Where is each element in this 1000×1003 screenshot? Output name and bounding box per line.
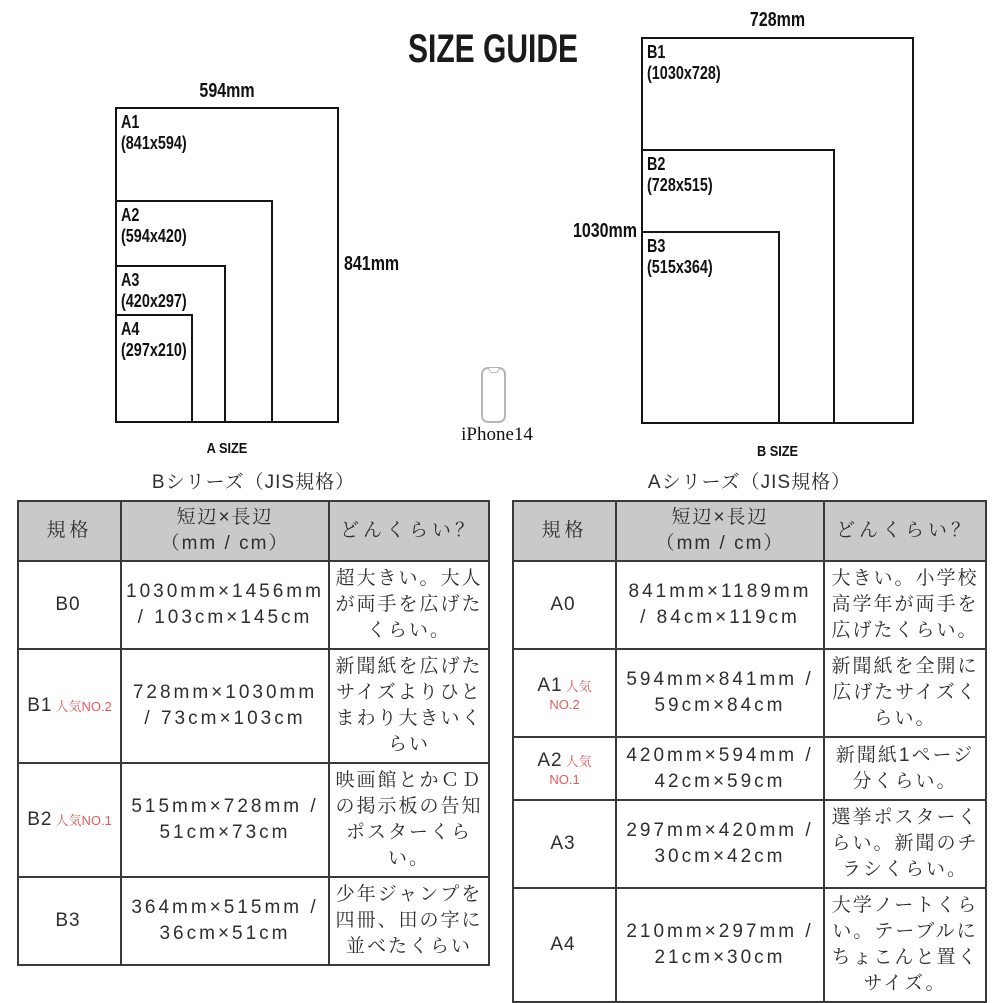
a-header-size-line2: （mm / cm） — [655, 533, 785, 554]
b3-paper-rect — [641, 231, 780, 424]
b1-badge: 人気NO.2 — [55, 699, 112, 714]
table-row-b0 — [18, 561, 489, 649]
b2-paper-label — [643, 151, 795, 196]
a2-code-cell — [513, 737, 616, 800]
b0-code: B0 — [55, 594, 81, 615]
b-header-spec: 規格 — [18, 501, 121, 561]
a3-size-cell — [616, 800, 824, 888]
a-header-size-line1: 短辺×長辺 — [671, 507, 769, 528]
a0-size-cell — [616, 561, 824, 649]
b-header-howbig: どんくらい？ — [329, 501, 489, 561]
b1-code: B1 — [27, 695, 53, 716]
a0-desc-cell: 大きい。小学校高学年が両手を広げたくらい。 — [824, 561, 986, 649]
b1-dims: (1030x728) — [647, 63, 721, 83]
b-size-caption: B SIZE — [756, 443, 799, 460]
table-row-a4 — [513, 888, 986, 1002]
a1-badge2: NO.2 — [549, 696, 580, 712]
a4-paper-rect — [115, 314, 193, 423]
b3-size-line2: 36cm×51cm — [159, 923, 291, 944]
iphone-icon — [481, 367, 506, 423]
a-series-table — [512, 500, 987, 1003]
b-header-size-line1: 短辺×長辺 — [176, 507, 274, 528]
a2-size-line2: 42cm×59cm — [654, 770, 786, 792]
b3-name: B3 — [647, 236, 666, 256]
a3-dims: (420x297) — [121, 291, 187, 311]
b3-code: B3 — [55, 910, 81, 931]
a2-dims: (594x420) — [121, 226, 187, 246]
b2-size-line1: 515mm×728mm / — [131, 796, 319, 817]
b-header-size-line2: （mm / cm） — [160, 533, 290, 554]
a4-size-cell — [616, 888, 824, 1002]
a4-size-line1: 210mm×297mm / — [626, 921, 814, 942]
a1-size-line1: 594mm×841mm / — [626, 669, 814, 690]
table-row-b2 — [18, 763, 489, 877]
a1-desc-cell: 新聞紙を全開に広げたサイズくらい。 — [824, 649, 986, 737]
a-table-header-row — [513, 501, 986, 561]
a-table-title: Aシリーズ（JIS規格） — [647, 472, 852, 493]
a3-desc-cell: 選挙ポスターくらい。新聞のチラシくらい。 — [824, 800, 986, 888]
b3-size-line1: 364mm×515mm / — [131, 897, 319, 918]
a0-size-line1: 841mm×1189mm — [628, 581, 812, 602]
table-row-a3 — [513, 800, 986, 888]
b-header-size — [121, 501, 329, 561]
a1-paper-label — [117, 109, 293, 154]
table-row-a0 — [513, 561, 986, 649]
a-diagram-width-label: 594mm — [199, 80, 255, 102]
b1-name: B1 — [647, 42, 666, 62]
a-header-howbig: どんくらい？ — [824, 501, 986, 561]
b3-desc-cell: 少年ジャンプを四冊、田の字に並べたくらい — [329, 877, 489, 965]
b0-size-line2: / 103cm×145cm — [137, 607, 313, 628]
a4-paper-label — [117, 316, 187, 361]
b-diagram-height-label: 1030mm — [572, 220, 637, 242]
a1-dims: (841x594) — [121, 133, 187, 153]
a4-desc-cell: 大学ノートくらい。テーブルにちょこんと置くサイズ。 — [824, 888, 986, 1002]
a3-name: A3 — [121, 270, 140, 290]
a4-code: A4 — [550, 934, 576, 955]
a1-size-cell — [616, 649, 824, 737]
a0-size-line2: / 84cm×119cm — [640, 607, 800, 628]
a0-code-cell — [513, 561, 616, 649]
b2-dims: (728x515) — [647, 175, 713, 195]
a3-paper-label — [117, 267, 203, 312]
b-table-header-row — [18, 501, 489, 561]
a2-badge2: NO.1 — [549, 772, 580, 787]
a3-size-line1: 297mm×420mm / — [626, 820, 814, 841]
b-table-title: Bシリーズ（JIS規格） — [151, 472, 356, 493]
b2-name: B2 — [647, 154, 666, 174]
b1-size-cell — [121, 649, 329, 763]
table-row-a1 — [513, 649, 986, 737]
a3-code: A3 — [550, 833, 576, 854]
b0-desc-cell: 超大きい。大人が両手を広げたくらい。 — [329, 561, 489, 649]
a2-paper-label — [117, 202, 240, 247]
a2-name: A2 — [121, 205, 140, 225]
a1-name: A1 — [121, 112, 140, 132]
b1-desc-cell: 新聞紙を広げたサイズよりひとまわり大きいくらい — [329, 649, 489, 763]
b2-size-line2: 51cm×73cm — [159, 822, 291, 843]
iphone-notch — [488, 368, 499, 373]
a1-code-cell — [513, 649, 616, 737]
a2-code: A2 — [537, 750, 563, 771]
a1-size-line2: 59cm×84cm — [654, 695, 786, 716]
b3-dims: (515x364) — [647, 257, 713, 277]
b2-code: B2 — [27, 809, 53, 830]
b2-size-cell — [121, 763, 329, 877]
a2-badge: 人気 — [565, 754, 592, 769]
a-size-caption: A SIZE — [206, 440, 248, 457]
a4-size-line2: 21cm×30cm — [654, 947, 786, 968]
b2-badge: 人気NO.1 — [55, 813, 112, 828]
b3-size-cell — [121, 877, 329, 965]
table-row-b1 — [18, 649, 489, 763]
page-title: SIZE GUIDE — [407, 26, 579, 71]
b3-code-cell — [18, 877, 121, 965]
b-series-table — [17, 500, 490, 966]
a4-dims: (297x210) — [121, 340, 187, 360]
iphone-label: iPhone14 — [461, 424, 533, 445]
a2-size-line1: 420mm×594mm / — [626, 744, 814, 766]
a4-code-cell — [513, 888, 616, 1002]
a3-code-cell — [513, 800, 616, 888]
a3-size-line2: 30cm×42cm — [654, 846, 786, 867]
b2-desc-cell: 映画館とかＣＤの掲示板の告知ポスターくらい。 — [329, 763, 489, 877]
a-header-spec: 規格 — [513, 501, 616, 561]
b2-code-cell — [18, 763, 121, 877]
b-diagram-width-label: 728mm — [749, 9, 806, 31]
b0-code-cell — [18, 561, 121, 649]
a2-desc-cell: 新聞紙1ページ分くらい。 — [824, 737, 986, 800]
b1-paper-label — [643, 39, 858, 84]
table-row-b3 — [18, 877, 489, 965]
b1-size-line2: / 73cm×103cm — [144, 708, 306, 729]
a2-size-cell — [616, 737, 824, 800]
b1-code-cell — [18, 649, 121, 763]
b0-size-line1: 1030mm×1456mm — [126, 581, 324, 602]
a-diagram-height-label: 841mm — [344, 253, 400, 275]
table-row-a2 — [513, 737, 986, 800]
b3-paper-label — [643, 233, 751, 278]
a0-code: A0 — [550, 594, 576, 615]
a-header-size — [616, 501, 824, 561]
a1-code: A1 — [537, 674, 563, 696]
a4-name: A4 — [121, 319, 140, 339]
b1-size-line1: 728mm×1030mm — [132, 682, 318, 703]
a1-badge: 人気 — [565, 678, 592, 694]
b0-size-cell — [121, 561, 329, 649]
